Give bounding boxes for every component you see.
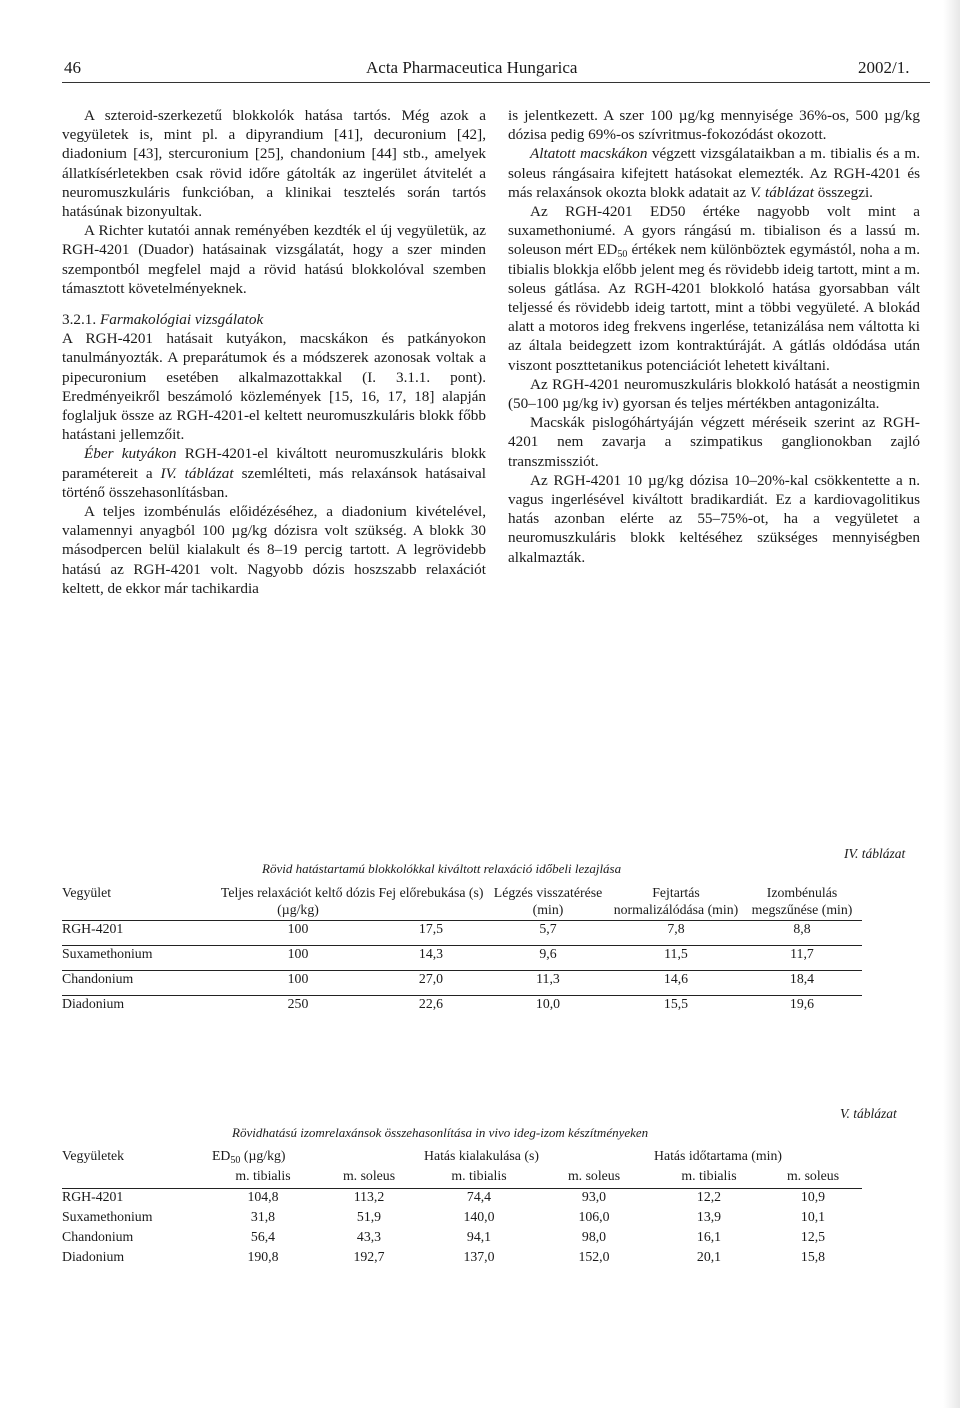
column-header: Izombénulás megszűnése (min) [751,885,853,917]
paragraph [508,202,920,375]
table-cell: 74,4 [466,1189,492,1204]
table-cell: 113,2 [353,1189,385,1204]
column-subheader: m. soleus [567,1168,621,1183]
column-header: Vegyület [62,885,112,900]
table-cell: 18,4 [789,971,815,986]
table-subheader-row [62,1168,862,1189]
text: Az RGH-4201 ED50 értéke nagyobb volt mint a suxamethoniumé. A gyors rángású m. tibialison és a lassú m. soleuson mért ED [508,203,920,259]
text: értékek nem különböztek egymástól, noha a m. tibialis blokkja előbb jelent meg és rövidebb ideig tartott, mint a m. soleus gátlása. Az RGH-4201 blokkoló hatása gyorsabban vált teljessé és rövidebb ideig tartott, mint a többi vegyületé. A blokád alatt a motoros ideg frekvens ingerlése, tetanizálása nem váltotta ki az általa beidegzett izom kontraktúráját. A gátlás oldódása után viszont poszttetanikus potenciációt lehetett kiváltani. [508,241,920,374]
table-cell: 137,0 [463,1249,495,1264]
table-cell: 12,2 [696,1189,722,1204]
table-cell: 98,0 [581,1229,607,1244]
table-cell: 12,5 [800,1229,826,1244]
table-header-row [62,1148,862,1168]
table-cell: 106,0 [578,1209,610,1224]
paragraph: A RGH-4201 hatásait kutyákon, macskákon és patkányokon tanulmányozták. A preparátumok és a módszerek azonosak voltak a pipecuronium esetében alkalmazottakkal (I. 3.1.1. pont). Eredményeikről beszámoló közlemények [15, 16, 17, 18] alapján foglaljuk össze az RGH-4201-el keltett neuromuszkuláris blokk főbb hatástani jellemzőit. [62,330,486,444]
table-cell: 31,8 [250,1209,276,1224]
table-cell: 11,5 [664,946,688,961]
column-header: Légzés visszatérése (min) [493,885,603,917]
table-cell: 11,7 [790,946,814,961]
table-cell: 190,8 [247,1249,279,1264]
table-cell: Diadonium [62,996,125,1011]
column-header: Fejtartás normalizálódása (min) [613,885,739,917]
paragraph: Az RGH-4201 10 µg/kg dózisa 10–20%-kal csökkentette a n. vagus ingerlésével kiváltott bradikardiát. Ez a kardiovagolitikus hatás azonban elérte az 55–75%-ot, ha a vegyületet a neuromuszkuláris blokk keltéséhez szükséges mennyiségben alkalmazták. [508,471,920,566]
table-cell: 10,1 [800,1209,826,1224]
column-subheader: m. soleus [342,1168,396,1183]
subscript: 50 [230,1155,241,1166]
table-label: V. táblázat [840,1106,897,1121]
paragraph: Az RGH-4201 neuromuszkuláris blokkoló hatását a neostigmin (50–100 µg/kg iv) gyorsan és teljes mértékben antagonizálta. [508,375,920,413]
table-cell: 14,3 [418,946,444,961]
table-row [62,1229,862,1249]
paragraph: Macskák pislogóhártyáján végzett méréseik szerint az RGH-4201 nem zavarja a szimpatikus ganglionokban zajló transzmissziót. [508,414,920,470]
table-row [62,1189,862,1210]
table-cell: 100 [287,946,309,961]
table-cell: 104,8 [247,1189,279,1204]
table-caption: Rövidhatású izomrelaxánsok összehasonlítása in vivo ideg-izom készítményeken [232,1125,649,1140]
scan-edge-shadow [932,0,960,1408]
column-header: Teljes relaxációt keltő dózis (µg/kg) [220,885,376,917]
column-header: Hatás időtartama (min) [654,1148,782,1163]
column-header: Hatás kialakulása (s) [424,1148,539,1163]
text: RGH-4201-el kiváltott neuromuszkuláris blokk paramétereit a [62,445,486,482]
column-subheader: m. tibialis [681,1168,737,1183]
table-cell: 51,9 [356,1209,382,1224]
table-row [62,996,862,1021]
table-cell: 250 [287,996,309,1011]
emphasis: Altatott macskákon [530,145,648,163]
section-number: 3.2.1. [62,311,97,329]
table-cell: Suxamethonium [62,1209,153,1224]
column-subheader: m. tibialis [235,1168,291,1183]
table-cell: Chandonium [62,971,134,986]
page-number: 46 [64,58,81,77]
table-cell: 93,0 [581,1189,607,1204]
table-cell: 8,8 [793,921,811,936]
table-cell: RGH-4201 [62,921,124,936]
table-cell: Diadonium [62,1249,125,1264]
column-subheader: m. tibialis [451,1168,507,1183]
paragraph: A szteroid-szerkezetű blokkolók hatása tartós. Még azok a vegyületek is, mint pl. a dipyrandium [41], decuronium [42], diadonium [43], stercuronium [25], chandonium [44] stb., amelyek állatkísérletekben csak rövid időre gátolták az ingerület átvitelét a neuromuszkuláris funkcióban, a klinikai tesztelés során tartós hatásúnak bizonyultak. [62,107,486,221]
right-column [508,106,920,567]
table-cell: 16,1 [696,1229,722,1244]
table-cell: 11,3 [536,971,560,986]
table-cell: 94,1 [466,1229,492,1244]
issue-number: 2002/1. [858,58,910,77]
paragraph: is jelentkezett. A szer 100 µg/kg mennyisége 36%-os, 500 µg/kg dózisa pedig 69%-os szívritmus-fokozódást okozott. [508,107,920,144]
table-cell: 5,7 [539,921,557,936]
table-row [62,1249,862,1269]
section-title: Farmakológiai vizsgálatok [99,311,264,329]
table-reference: V. táblázat [750,183,814,201]
paragraph: A teljes izombénulás előidézéséhez, a diadonium kivételével, valamennyi anyagból 100 µg/kg dózisra volt szükség. A blokk 30 másodpercen belül kialakult és 8–19 percig tartott. A legrövidebb hatású az RGH-4201 volt. Nagyobb dózis hoszszabb relaxációt keltett, de ekkor már tachikardia [62,503,486,597]
column-header: Fej előrebukása (s) [378,885,484,900]
table-label: IV. táblázat [844,846,906,861]
text: szemlélteti, más relaxánsok hatásaival történő összehasonlításban. [62,464,486,501]
subscript: 50 [617,249,628,261]
table-cell: 56,4 [250,1229,276,1244]
table-cell: 13,9 [696,1209,722,1224]
table-reference: IV. táblázat [160,464,234,482]
section-heading [62,310,486,329]
table-cell: 100 [287,971,309,986]
table-cell: 7,8 [667,921,685,936]
table-cell: 152,0 [578,1249,610,1264]
table-cell: Suxamethonium [62,946,153,961]
table-cell: 17,5 [418,921,444,936]
column-subheader: m. soleus [786,1168,840,1183]
table-cell: RGH-4201 [62,1189,124,1204]
table-cell: 10,9 [800,1189,826,1204]
paragraph: A Richter kutatói annak reményében kezdték el új vegyületük, az RGH-4201 (Duador) hatásainak vizsgálatát, hogy a szer minden szempontból megfelel majd a rövid hatású blokkolóval szemben támasztott követelményeknek. [62,222,486,297]
table-row [62,921,862,946]
paragraph [508,144,920,202]
journal-title: Acta Pharmaceutica Hungarica [366,58,578,77]
table-cell: 15,8 [800,1249,826,1264]
table-v [62,1148,862,1269]
table-cell: 9,6 [539,946,557,961]
text: összegzi. [813,183,873,201]
table-cell: Chandonium [62,1229,134,1244]
paragraph [62,444,486,502]
table-row [62,971,862,996]
text: ED [212,1148,231,1163]
table-cell: 15,5 [663,996,689,1011]
table-caption: Rövid hatástartamú blokkolókkal kiváltott relaxáció időbeli lezajlása [262,861,622,876]
table-cell: 27,0 [418,971,444,986]
table-row [62,946,862,971]
table-cell: 100 [287,921,309,936]
emphasis: Éber kutyákon [84,445,177,463]
table-cell: 22,6 [418,996,444,1011]
left-column [62,106,486,598]
table-row [62,1209,862,1229]
table-cell: 192,7 [353,1249,385,1264]
text: végzett vizsgálataikban a m. tibialis és a m. soleus rángásaira kifejtett hatásokat elemezték. Az RGH-4201 és más relaxánsok okozta blokk adatait az [508,145,920,201]
table-header-row [62,884,862,921]
table-cell: 140,0 [463,1209,495,1224]
table-cell: 19,6 [789,996,815,1011]
text: (µg/kg) [240,1148,286,1163]
table-cell: 10,0 [535,996,561,1011]
table-iv [62,884,862,1020]
column-header: Vegyületek [62,1148,125,1163]
column-header [212,1148,424,1168]
table-cell: 43,3 [356,1229,382,1244]
table-cell: 20,1 [696,1249,722,1264]
table-cell: 14,6 [663,971,689,986]
header-rule [62,82,930,83]
